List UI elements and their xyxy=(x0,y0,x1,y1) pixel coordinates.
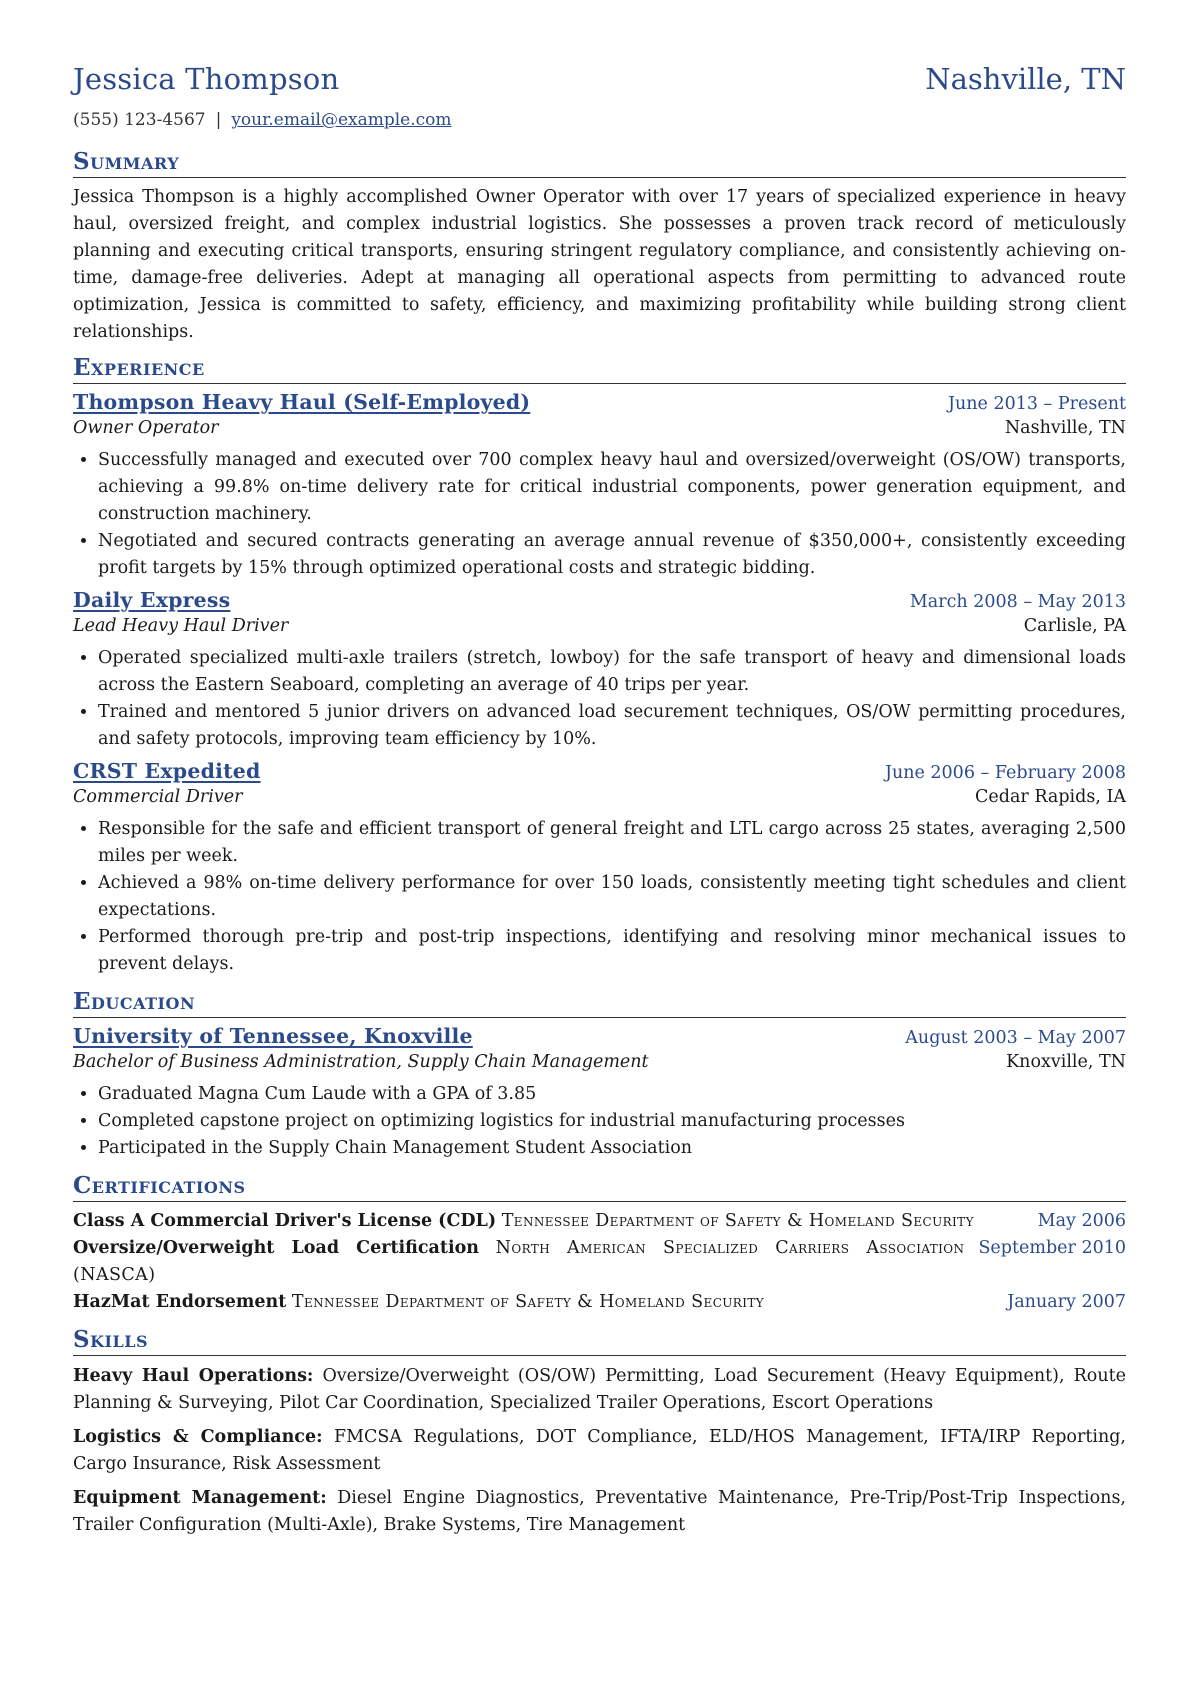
experience-entry xyxy=(73,390,1126,582)
school-link[interactable]: University of Tennessee, Knoxville xyxy=(73,1024,473,1048)
experience-entry xyxy=(73,759,1126,978)
job-location: Nashville, TN xyxy=(1004,418,1126,438)
certification-item xyxy=(73,1235,1126,1289)
bullet-item: • Negotiated and secured contracts generating an average annual revenue of $350,000+, consistently exceeding profit targets by 15% through optimized operational costs and strategic bidding. xyxy=(98,528,1126,582)
section-title-certifications: Certifications xyxy=(73,1172,1126,1202)
certification-issuer: Tennessee Department of Safety & Homeland Security xyxy=(501,1211,974,1231)
skill-items: Diesel Engine Diagnostics, Preventative Maintenance, Pre-Trip/Post-Trip Inspections, Trailer Configuration (Multi-Axle), Brake Systems, Tire Management xyxy=(73,1488,1126,1535)
education-dates: August 2003 – May 2007 xyxy=(905,1028,1126,1048)
experience-bullets xyxy=(73,816,1126,978)
skill-items: Oversize/Overweight (OS/OW) Permitting, Load Securement (Heavy Equipment), Route Planning & Surveying, Pilot Car Coordination, Specialized Trailer Operations, Escort Operations xyxy=(73,1366,1126,1413)
resume-header xyxy=(73,62,1126,96)
candidate-name: Jessica Thompson xyxy=(73,62,340,96)
contact-separator: | xyxy=(215,110,222,130)
skill-group xyxy=(73,1363,1126,1417)
candidate-city: Nashville, TN xyxy=(925,62,1126,96)
job-title: Commercial Driver xyxy=(73,787,243,807)
bullet-item: • Responsible for the safe and efficient transport of general freight and LTL cargo across 25 states, averaging 2,500 miles per week. xyxy=(98,816,1126,870)
certification-date: January 2007 xyxy=(1007,1292,1126,1312)
employer-link[interactable]: Thompson Heavy Haul (Self-Employed) xyxy=(73,390,531,414)
skill-group xyxy=(73,1424,1126,1478)
education-entry xyxy=(73,1024,1126,1162)
skill-items: FMCSA Regulations, DOT Compliance, ELD/HOS Management, IFTA/IRP Reporting, Cargo Insurance, Risk Assessment xyxy=(73,1427,1126,1474)
certification-name: Class A Commercial Driver's License (CDL) xyxy=(73,1211,497,1231)
phone-number: (555) 123-4567 xyxy=(73,110,206,130)
skill-group xyxy=(73,1485,1126,1539)
employment-dates: June 2013 – Present xyxy=(947,394,1126,414)
bullet-item: • Participated in the Supply Chain Management Student Association xyxy=(98,1135,1126,1162)
bullet-item: • Operated specialized multi-axle trailers (stretch, lowboy) for the safe transport of heavy and dimensional loads across the Eastern Seaboard, completing an average of 40 trips per year. xyxy=(98,645,1126,699)
job-title: Lead Heavy Haul Driver xyxy=(73,616,289,636)
skill-category: Equipment Management: xyxy=(73,1488,327,1508)
summary-text: Jessica Thompson is a highly accomplished Owner Operator with over 17 years of specialized experience in heavy haul, oversized freight, and complex industrial logistics. She possesses a proven track record of meticulously planning and executing critical transports, ensuring stringent regulatory compliance, and consistently achieving on-time, damage-free deliveries. Adept at managing all operational aspects from permitting to advanced route optimization, Jessica is committed to safety, efficiency, and maximizing profitability while building strong client relationships. xyxy=(73,187,1126,342)
certification-item xyxy=(73,1289,1126,1316)
experience-bullets xyxy=(73,447,1126,582)
degree: Bachelor of Business Administration, Supply Chain Management xyxy=(73,1052,649,1072)
certification-item xyxy=(73,1208,1126,1235)
education-bullets xyxy=(73,1081,1126,1162)
certification-date: May 2006 xyxy=(1037,1211,1126,1231)
certification-name: HazMat Endorsement xyxy=(73,1292,287,1312)
certification-issuer: Tennessee Department of Safety & Homeland Security xyxy=(291,1292,765,1312)
experience-bullets xyxy=(73,645,1126,753)
section-title-summary: Summary xyxy=(73,148,1126,178)
employer-link[interactable]: Daily Express xyxy=(73,588,231,612)
contact-line xyxy=(73,110,1126,130)
school-location: Knoxville, TN xyxy=(1006,1052,1126,1072)
bullet-item: • Successfully managed and executed over 700 complex heavy haul and oversized/overweight (OS/OW) transports, achieving a 99.8% on-time delivery rate for critical industrial components, power generation equipment, and construction machinery. xyxy=(98,447,1126,528)
employment-dates: June 2006 – February 2008 xyxy=(884,763,1126,783)
skill-category: Heavy Haul Operations: xyxy=(73,1366,314,1386)
job-location: Carlisle, PA xyxy=(1023,616,1126,636)
section-title-skills: Skills xyxy=(73,1326,1126,1356)
employment-dates: March 2008 – May 2013 xyxy=(909,592,1126,612)
bullet-item: • Achieved a 98% on-time delivery performance for over 150 loads, consistently meeting tight schedules and client expectations. xyxy=(98,870,1126,924)
certification-date: September 2010 xyxy=(978,1238,1126,1258)
bullet-item: • Performed thorough pre-trip and post-trip inspections, identifying and resolving minor mechanical issues to prevent delays. xyxy=(98,924,1126,978)
job-title: Owner Operator xyxy=(73,418,219,438)
certification-issuer: North American Specialized Carriers Association (NASCA) xyxy=(73,1238,965,1285)
email-link[interactable]: your.email@example.com xyxy=(231,110,452,130)
skill-category: Logistics & Compliance: xyxy=(73,1427,323,1447)
section-title-experience: Experience xyxy=(73,354,1126,384)
section-title-education: Education xyxy=(73,988,1126,1018)
bullet-item: • Graduated Magna Cum Laude with a GPA of 3.85 xyxy=(98,1081,1126,1108)
bullet-item: • Trained and mentored 5 junior drivers on advanced load securement techniques, OS/OW permitting procedures, and safety protocols, improving team efficiency by 10%. xyxy=(98,699,1126,753)
employer-link[interactable]: CRST Expedited xyxy=(73,759,261,783)
job-location: Cedar Rapids, IA xyxy=(975,787,1126,807)
experience-entry xyxy=(73,588,1126,753)
certification-name: Oversize/Overweight Load Certification xyxy=(73,1238,480,1258)
bullet-item: • Completed capstone project on optimizing logistics for industrial manufacturing processes xyxy=(98,1108,1126,1135)
